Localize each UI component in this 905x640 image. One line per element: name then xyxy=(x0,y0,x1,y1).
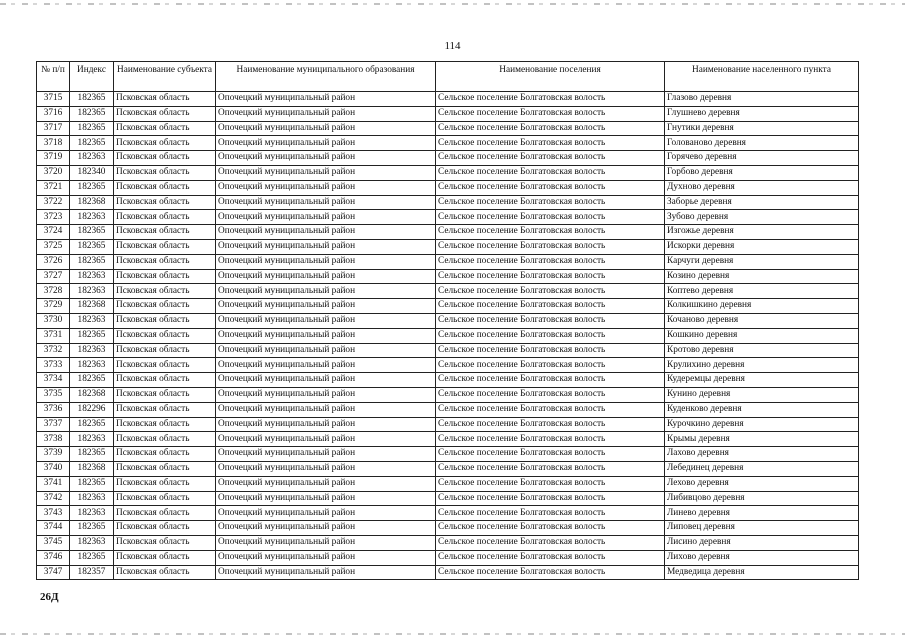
header-municipality: Наименование муниципального образования xyxy=(216,62,436,92)
subject-name: Псковская область xyxy=(114,447,216,462)
subject-name: Псковская область xyxy=(114,535,216,550)
settlement-name: Сельское поселение Болгатовская волость xyxy=(436,506,665,521)
postal-index: 182365 xyxy=(70,373,114,388)
locality-name: Карчуги деревня xyxy=(665,254,859,269)
municipality-name: Опочецкий муниципальный район xyxy=(216,284,436,299)
settlement-name: Сельское поселение Болгатовская волость xyxy=(436,284,665,299)
settlement-name: Сельское поселение Болгатовская волость xyxy=(436,461,665,476)
table-row xyxy=(37,136,859,151)
row-number: 3716 xyxy=(37,106,70,121)
subject-name: Псковская область xyxy=(114,299,216,314)
locality-name: Липовец деревня xyxy=(665,521,859,536)
subject-name: Псковская область xyxy=(114,239,216,254)
row-number: 3736 xyxy=(37,402,70,417)
table-row xyxy=(37,106,859,121)
postal-index: 182363 xyxy=(70,313,114,328)
row-number: 3732 xyxy=(37,343,70,358)
postal-index: 182365 xyxy=(70,92,114,107)
subject-name: Псковская область xyxy=(114,402,216,417)
table-row xyxy=(37,121,859,136)
subject-name: Псковская область xyxy=(114,92,216,107)
header-settlement: Наименование поселения xyxy=(436,62,665,92)
table-row xyxy=(37,402,859,417)
municipality-name: Опочецкий муниципальный район xyxy=(216,106,436,121)
row-number: 3724 xyxy=(37,225,70,240)
subject-name: Псковская область xyxy=(114,313,216,328)
settlement-name: Сельское поселение Болгатовская волость xyxy=(436,402,665,417)
row-number: 3737 xyxy=(37,417,70,432)
postal-index: 182365 xyxy=(70,476,114,491)
locality-name: Голованово деревня xyxy=(665,136,859,151)
subject-name: Псковская область xyxy=(114,210,216,225)
settlement-name: Сельское поселение Болгатовская волость xyxy=(436,151,665,166)
postal-index: 182363 xyxy=(70,269,114,284)
header-index: Индекс xyxy=(70,62,114,92)
subject-name: Псковская область xyxy=(114,417,216,432)
subject-name: Псковская область xyxy=(114,269,216,284)
settlements-table xyxy=(36,61,859,580)
footer-code: 26Д xyxy=(40,591,59,603)
subject-name: Псковская область xyxy=(114,136,216,151)
row-number: 3719 xyxy=(37,151,70,166)
row-number: 3717 xyxy=(37,121,70,136)
postal-index: 182368 xyxy=(70,195,114,210)
settlement-name: Сельское поселение Болгатовская волость xyxy=(436,565,665,580)
postal-index: 182365 xyxy=(70,447,114,462)
row-number: 3747 xyxy=(37,565,70,580)
row-number: 3727 xyxy=(37,269,70,284)
settlement-name: Сельское поселение Болгатовская волость xyxy=(436,239,665,254)
row-number: 3746 xyxy=(37,550,70,565)
locality-name: Гнутики деревня xyxy=(665,121,859,136)
locality-name: Кочаново деревня xyxy=(665,313,859,328)
locality-name: Крымы деревня xyxy=(665,432,859,447)
table-row xyxy=(37,535,859,550)
locality-name: Кротово деревня xyxy=(665,343,859,358)
row-number: 3745 xyxy=(37,535,70,550)
settlement-name: Сельское поселение Болгатовская волость xyxy=(436,121,665,136)
municipality-name: Опочецкий муниципальный район xyxy=(216,343,436,358)
table-row xyxy=(37,550,859,565)
municipality-name: Опочецкий муниципальный район xyxy=(216,299,436,314)
row-number: 3742 xyxy=(37,491,70,506)
locality-name: Лихово деревня xyxy=(665,550,859,565)
header-locality: Наименование населенного пункта xyxy=(665,62,859,92)
row-number: 3715 xyxy=(37,92,70,107)
settlement-name: Сельское поселение Болгатовская волость xyxy=(436,343,665,358)
subject-name: Псковская область xyxy=(114,550,216,565)
settlement-name: Сельское поселение Болгатовская волость xyxy=(436,417,665,432)
municipality-name: Опочецкий муниципальный район xyxy=(216,521,436,536)
locality-name: Заборье деревня xyxy=(665,195,859,210)
settlement-name: Сельское поселение Болгатовская волость xyxy=(436,180,665,195)
postal-index: 182363 xyxy=(70,343,114,358)
municipality-name: Опочецкий муниципальный район xyxy=(216,550,436,565)
postal-index: 182365 xyxy=(70,417,114,432)
settlement-name: Сельское поселение Болгатовская волость xyxy=(436,535,665,550)
municipality-name: Опочецкий муниципальный район xyxy=(216,506,436,521)
table-row xyxy=(37,165,859,180)
settlement-name: Сельское поселение Болгатовская волость xyxy=(436,210,665,225)
row-number: 3741 xyxy=(37,476,70,491)
postal-index: 182357 xyxy=(70,565,114,580)
settlement-name: Сельское поселение Болгатовская волость xyxy=(436,491,665,506)
municipality-name: Опочецкий муниципальный район xyxy=(216,432,436,447)
locality-name: Духново деревня xyxy=(665,180,859,195)
municipality-name: Опочецкий муниципальный район xyxy=(216,476,436,491)
settlement-name: Сельское поселение Болгатовская волость xyxy=(436,358,665,373)
settlement-name: Сельское поселение Болгатовская волость xyxy=(436,432,665,447)
locality-name: Козино деревня xyxy=(665,269,859,284)
settlement-name: Сельское поселение Болгатовская волость xyxy=(436,254,665,269)
municipality-name: Опочецкий муниципальный район xyxy=(216,447,436,462)
postal-index: 182340 xyxy=(70,165,114,180)
subject-name: Псковская область xyxy=(114,491,216,506)
municipality-name: Опочецкий муниципальный район xyxy=(216,373,436,388)
locality-name: Зубово деревня xyxy=(665,210,859,225)
subject-name: Псковская область xyxy=(114,151,216,166)
table-row xyxy=(37,92,859,107)
subject-name: Псковская область xyxy=(114,121,216,136)
subject-name: Псковская область xyxy=(114,254,216,269)
locality-name: Куденково деревня xyxy=(665,402,859,417)
subject-name: Псковская область xyxy=(114,476,216,491)
postal-index: 182365 xyxy=(70,239,114,254)
row-number: 3730 xyxy=(37,313,70,328)
settlement-name: Сельское поселение Болгатовская волость xyxy=(436,299,665,314)
municipality-name: Опочецкий муниципальный район xyxy=(216,565,436,580)
settlement-name: Сельское поселение Болгатовская волость xyxy=(436,373,665,388)
table-row xyxy=(37,506,859,521)
row-number: 3739 xyxy=(37,447,70,462)
table-row xyxy=(37,387,859,402)
postal-index: 182368 xyxy=(70,299,114,314)
municipality-name: Опочецкий муниципальный район xyxy=(216,387,436,402)
municipality-name: Опочецкий муниципальный район xyxy=(216,121,436,136)
table-row xyxy=(37,358,859,373)
table-row xyxy=(37,417,859,432)
locality-name: Лахово деревня xyxy=(665,447,859,462)
municipality-name: Опочецкий муниципальный район xyxy=(216,269,436,284)
municipality-name: Опочецкий муниципальный район xyxy=(216,358,436,373)
municipality-name: Опочецкий муниципальный район xyxy=(216,535,436,550)
settlement-name: Сельское поселение Болгатовская волость xyxy=(436,195,665,210)
municipality-name: Опочецкий муниципальный район xyxy=(216,491,436,506)
row-number: 3723 xyxy=(37,210,70,225)
locality-name: Медведица деревня xyxy=(665,565,859,580)
subject-name: Псковская область xyxy=(114,343,216,358)
settlement-name: Сельское поселение Болгатовская волость xyxy=(436,447,665,462)
locality-name: Крулихино деревня xyxy=(665,358,859,373)
settlement-name: Сельское поселение Болгатовская волость xyxy=(436,550,665,565)
settlement-name: Сельское поселение Болгатовская волость xyxy=(436,313,665,328)
subject-name: Псковская область xyxy=(114,284,216,299)
table-row xyxy=(37,269,859,284)
table-row xyxy=(37,225,859,240)
postal-index: 182363 xyxy=(70,432,114,447)
row-number: 3744 xyxy=(37,521,70,536)
row-number: 3733 xyxy=(37,358,70,373)
postal-index: 182363 xyxy=(70,506,114,521)
row-number: 3735 xyxy=(37,387,70,402)
subject-name: Псковская область xyxy=(114,180,216,195)
table-header-row xyxy=(37,62,859,92)
row-number: 3728 xyxy=(37,284,70,299)
table-row xyxy=(37,373,859,388)
postal-index: 182363 xyxy=(70,151,114,166)
locality-name: Кошкино деревня xyxy=(665,328,859,343)
header-subject: Наименование субъекта xyxy=(114,62,216,92)
locality-name: Глушнево деревня xyxy=(665,106,859,121)
locality-name: Кудеремцы деревня xyxy=(665,373,859,388)
scan-edge-top xyxy=(0,3,905,5)
postal-index: 182363 xyxy=(70,358,114,373)
table-row xyxy=(37,491,859,506)
row-number: 3740 xyxy=(37,461,70,476)
municipality-name: Опочецкий муниципальный район xyxy=(216,195,436,210)
table-row xyxy=(37,565,859,580)
row-number: 3731 xyxy=(37,328,70,343)
subject-name: Псковская область xyxy=(114,432,216,447)
postal-index: 182368 xyxy=(70,387,114,402)
postal-index: 182368 xyxy=(70,461,114,476)
settlement-name: Сельское поселение Болгатовская волость xyxy=(436,165,665,180)
locality-name: Глазово деревня xyxy=(665,92,859,107)
row-number: 3718 xyxy=(37,136,70,151)
locality-name: Лисино деревня xyxy=(665,535,859,550)
row-number: 3726 xyxy=(37,254,70,269)
postal-index: 182365 xyxy=(70,121,114,136)
postal-index: 182365 xyxy=(70,328,114,343)
municipality-name: Опочецкий муниципальный район xyxy=(216,417,436,432)
locality-name: Кунино деревня xyxy=(665,387,859,402)
postal-index: 182365 xyxy=(70,136,114,151)
locality-name: Курочкино деревня xyxy=(665,417,859,432)
municipality-name: Опочецкий муниципальный район xyxy=(216,165,436,180)
settlement-name: Сельское поселение Болгатовская волость xyxy=(436,269,665,284)
table-row xyxy=(37,151,859,166)
page-number: 114 xyxy=(444,40,461,52)
table-row xyxy=(37,210,859,225)
locality-name: Лебединец деревня xyxy=(665,461,859,476)
table-row xyxy=(37,476,859,491)
subject-name: Псковская область xyxy=(114,521,216,536)
settlement-name: Сельское поселение Болгатовская волость xyxy=(436,521,665,536)
settlement-name: Сельское поселение Болгатовская волость xyxy=(436,387,665,402)
postal-index: 182365 xyxy=(70,180,114,195)
row-number: 3738 xyxy=(37,432,70,447)
postal-index: 182363 xyxy=(70,535,114,550)
scan-edge-bottom xyxy=(0,633,905,635)
row-number: 3725 xyxy=(37,239,70,254)
table-row xyxy=(37,447,859,462)
subject-name: Псковская область xyxy=(114,328,216,343)
table-row xyxy=(37,284,859,299)
municipality-name: Опочецкий муниципальный район xyxy=(216,136,436,151)
subject-name: Псковская область xyxy=(114,106,216,121)
header-number: № п/п xyxy=(37,62,70,92)
row-number: 3720 xyxy=(37,165,70,180)
municipality-name: Опочецкий муниципальный район xyxy=(216,239,436,254)
table-row xyxy=(37,432,859,447)
table-row xyxy=(37,299,859,314)
subject-name: Псковская область xyxy=(114,461,216,476)
subject-name: Псковская область xyxy=(114,165,216,180)
settlement-name: Сельское поселение Болгатовская волость xyxy=(436,225,665,240)
table-row xyxy=(37,461,859,476)
municipality-name: Опочецкий муниципальный район xyxy=(216,151,436,166)
municipality-name: Опочецкий муниципальный район xyxy=(216,210,436,225)
locality-name: Лехово деревня xyxy=(665,476,859,491)
subject-name: Псковская область xyxy=(114,358,216,373)
postal-index: 182363 xyxy=(70,284,114,299)
municipality-name: Опочецкий муниципальный район xyxy=(216,328,436,343)
settlement-name: Сельское поселение Болгатовская волость xyxy=(436,476,665,491)
postal-index: 182296 xyxy=(70,402,114,417)
postal-index: 182363 xyxy=(70,491,114,506)
table-body xyxy=(37,92,859,580)
subject-name: Псковская область xyxy=(114,506,216,521)
municipality-name: Опочецкий муниципальный район xyxy=(216,180,436,195)
settlement-name: Сельское поселение Болгатовская волость xyxy=(436,106,665,121)
table-row xyxy=(37,521,859,536)
postal-index: 182365 xyxy=(70,521,114,536)
settlement-name: Сельское поселение Болгатовская волость xyxy=(436,136,665,151)
row-number: 3729 xyxy=(37,299,70,314)
postal-index: 182365 xyxy=(70,225,114,240)
table-row xyxy=(37,239,859,254)
table-row xyxy=(37,313,859,328)
postal-index: 182365 xyxy=(70,254,114,269)
municipality-name: Опочецкий муниципальный район xyxy=(216,313,436,328)
row-number: 3721 xyxy=(37,180,70,195)
locality-name: Коптево деревня xyxy=(665,284,859,299)
locality-name: Искорки деревня xyxy=(665,239,859,254)
settlement-name: Сельское поселение Болгатовская волость xyxy=(436,92,665,107)
locality-name: Горбово деревня xyxy=(665,165,859,180)
row-number: 3722 xyxy=(37,195,70,210)
row-number: 3743 xyxy=(37,506,70,521)
locality-name: Горячево деревня xyxy=(665,151,859,166)
locality-name: Линево деревня xyxy=(665,506,859,521)
table-row xyxy=(37,328,859,343)
postal-index: 182365 xyxy=(70,550,114,565)
postal-index: 182363 xyxy=(70,210,114,225)
table-row xyxy=(37,343,859,358)
subject-name: Псковская область xyxy=(114,565,216,580)
locality-name: Изгожье деревня xyxy=(665,225,859,240)
postal-index: 182365 xyxy=(70,106,114,121)
municipality-name: Опочецкий муниципальный район xyxy=(216,254,436,269)
table-row xyxy=(37,180,859,195)
subject-name: Псковская область xyxy=(114,387,216,402)
subject-name: Псковская область xyxy=(114,225,216,240)
settlement-name: Сельское поселение Болгатовская волость xyxy=(436,328,665,343)
locality-name: Либивцово деревня xyxy=(665,491,859,506)
municipality-name: Опочецкий муниципальный район xyxy=(216,225,436,240)
municipality-name: Опочецкий муниципальный район xyxy=(216,461,436,476)
subject-name: Псковская область xyxy=(114,373,216,388)
municipality-name: Опочецкий муниципальный район xyxy=(216,402,436,417)
locality-name: Колкишкино деревня xyxy=(665,299,859,314)
table-row xyxy=(37,195,859,210)
table-row xyxy=(37,254,859,269)
municipality-name: Опочецкий муниципальный район xyxy=(216,92,436,107)
row-number: 3734 xyxy=(37,373,70,388)
subject-name: Псковская область xyxy=(114,195,216,210)
